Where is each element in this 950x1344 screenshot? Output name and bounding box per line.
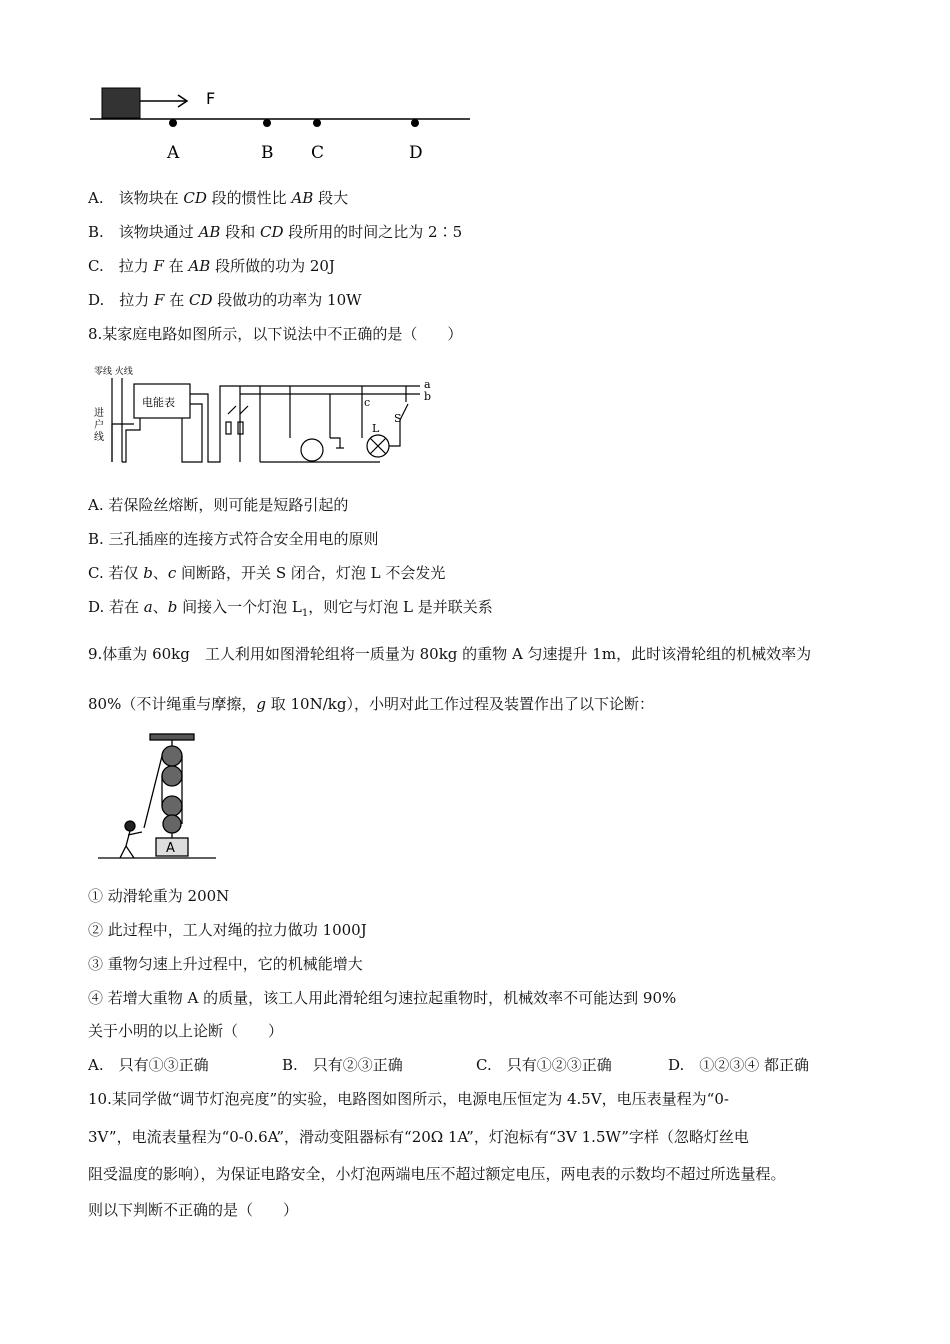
switch-s-label: S <box>394 412 402 425</box>
label-a: A <box>167 143 180 163</box>
q9-option-a[interactable]: A. 只有①③正确 <box>88 1056 209 1074</box>
incoming-label-3: 线 <box>94 432 104 443</box>
q9-statement-4: ④ 若增大重物 A 的质量，该工人用此滑轮组匀速拉起重物时，机械效率不可能达到 90% <box>88 989 677 1007</box>
fixed-pulley-top <box>162 746 182 766</box>
q9-statement-1: ① 动滑轮重为 200N <box>88 887 230 905</box>
q9-statement-2: ② 此过程中，工人对绳的拉力做功 1000J <box>88 921 367 939</box>
q8-option-b[interactable]: B. 三孔插座的连接方式符合安全用电的原则 <box>88 530 379 548</box>
label-b: B <box>261 143 274 163</box>
label-d: D <box>409 143 423 163</box>
q8-circuit-figure <box>90 364 450 474</box>
bulb-l-label: L <box>372 422 380 435</box>
socket-icon <box>301 439 323 461</box>
terminal-b-label: b <box>424 390 432 403</box>
point-c-label: c <box>364 396 371 409</box>
q7-option-c[interactable]: C. 拉力 F 在 AB 段所做的功为 20J <box>88 257 335 275</box>
incoming-label-1: 进 <box>94 408 104 419</box>
meter-label: 电能表 <box>142 396 175 409</box>
q8-option-a[interactable]: A. 若保险丝熔断，则可能是短路引起的 <box>88 496 349 514</box>
ceiling-mount <box>150 734 194 740</box>
fixed-pulley-bottom <box>162 766 182 786</box>
point-a <box>169 119 177 127</box>
q10-stem-line-2: 3V”，电流表量程为“0-0.6A”，滑动变阻器标有“20Ω 1A”，灯泡标有“3V 1.5W”字样（忽略灯丝电 <box>88 1128 749 1146</box>
terminal-a-label: a <box>424 378 431 391</box>
q7-option-b[interactable]: B. 该物块通过 AB 段和 CD 段所用的时间之比为 2∶5 <box>88 223 463 241</box>
point-b <box>263 119 271 127</box>
fuse-1 <box>226 422 231 434</box>
q7-figure <box>86 78 486 168</box>
label-c: C <box>311 143 325 163</box>
q9-stem-line-2: 80%（不计绳重与摩擦，g 取 10N/kg），小明对此工作过程及装置作出了以下论断： <box>88 695 654 713</box>
q9-question: 关于小明的以上论断（ ） <box>88 1022 284 1040</box>
neutral-live-label: 零线 火线 <box>94 367 133 377</box>
q10-stem-line-4: 则以下判断不正确的是（ ） <box>88 1201 299 1219</box>
q8-option-c[interactable]: C. 若仅 b、c 间断路，开关 S 闭合，灯泡 L 不会发光 <box>88 564 446 582</box>
q8-option-d[interactable]: D. 若在 a、b 间接入一个灯泡 $L_1$，则它与灯泡 L 是并联关系 <box>88 598 493 619</box>
q9-pulley-figure <box>94 732 224 867</box>
q9-option-d[interactable]: D. ①②③④ 都正确 <box>668 1056 810 1074</box>
block <box>102 88 140 118</box>
moving-pulley-top <box>162 796 182 816</box>
q8-stem: 8.某家庭电路如图所示，以下说法中不正确的是（ ） <box>88 325 463 343</box>
point-d <box>411 119 419 127</box>
q7-option-d[interactable]: D. 拉力 F 在 CD 段做功的功率为 10W <box>88 291 362 309</box>
worker-head <box>125 821 135 831</box>
q9-stem-line-1: 9.体重为 60kg 工人利用如图滑轮组将一质量为 80kg 的重物 A 匀速提升 1m，此时该滑轮组的机械效率为 <box>88 645 812 663</box>
point-c <box>313 119 321 127</box>
q9-option-b[interactable]: B. 只有②③正确 <box>282 1056 403 1074</box>
q9-option-c[interactable]: C. 只有①②③正确 <box>476 1056 612 1074</box>
moving-pulley-bottom <box>163 815 181 833</box>
q10-stem-line-3: 阻受温度的影响），为保证电路安全，小灯泡两端电压不超过额定电压，两电表的示数均不超过所选量程。 <box>88 1165 786 1183</box>
q9-statement-3: ③ 重物匀速上升过程中，它的机械能增大 <box>88 955 363 973</box>
force-label: F <box>206 89 216 108</box>
q10-stem-line-1: 10.某同学做“调节灯泡亮度”的实验，电路图如图所示，电源电压恒定为 4.5V，电压表量程为“0- <box>88 1090 729 1108</box>
incoming-label-2: 户 <box>94 420 104 431</box>
load-box-label: A <box>166 841 175 856</box>
q7-option-a[interactable]: A. 该物块在 CD 段的惯性比 AB 段大 <box>88 189 349 207</box>
